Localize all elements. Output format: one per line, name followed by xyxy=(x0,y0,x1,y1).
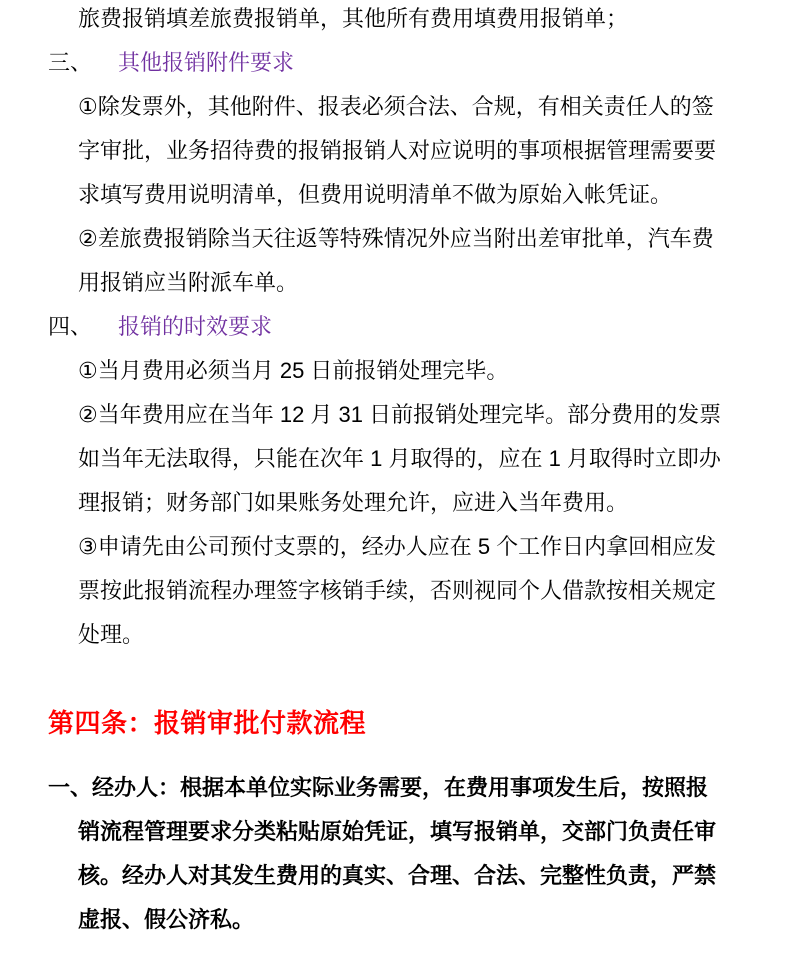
continued-text-line: 旅费报销填差旅费报销单，其他所有费用填费用报销单； xyxy=(78,6,629,31)
section-four-number: 四、 xyxy=(48,314,93,339)
section-four-item3-line2: 票按此报销流程办理签字核销手续，否则视同个人借款按相关规定 xyxy=(78,578,717,603)
article-four-heading: 第四条：报销审批付款流程 xyxy=(48,708,367,738)
section-heading-three xyxy=(48,41,294,85)
article-four-clause1-line4: 虚报、假公济私。 xyxy=(78,907,255,932)
section-four-item2-line2: 如当年无法取得，只能在次年 1 月取得的，应在 1 月取得时立即办 xyxy=(78,446,721,471)
section-three-item1-line1: ①除发票外，其他附件、报表必须合法、合规，有相关责任人的签 xyxy=(78,94,714,119)
article-four-clause1-line2: 销流程管理要求分类粘贴原始凭证，填写报销单，交部门负责任审 xyxy=(78,819,717,844)
section-three-title: 其他报销附件要求 xyxy=(118,50,295,75)
section-four-item3-line3: 处理。 xyxy=(78,622,145,647)
section-three-item2-line1: ②差旅费报销除当天往返等特殊情况外应当附出差审批单，汽车费 xyxy=(78,226,714,251)
article-four-clause1-line1: 一、经办人：根据本单位实际业务需要，在费用事项发生后，按照报 xyxy=(48,775,709,800)
section-four-item2-line1: ②当年费用应在当年 12 月 31 日前报销处理完毕。部分费用的发票 xyxy=(78,402,722,427)
article-four-clause1-line3: 核。经办人对其发生费用的真实、合理、合法、完整性负责，严禁 xyxy=(78,863,717,888)
section-heading-four xyxy=(48,305,272,349)
section-four-title: 报销的时效要求 xyxy=(118,314,273,339)
section-four-item2-line3: 理报销；财务部门如果账务处理允许，应进入当年费用。 xyxy=(78,490,629,515)
section-three-number: 三、 xyxy=(48,50,93,75)
section-four-item1-line1: ①当月费用必须当月 25 日前报销处理完毕。 xyxy=(78,358,509,383)
section-four-item3-line1: ③申请先由公司预付支票的，经办人应在 5 个工作日内拿回相应发 xyxy=(78,534,717,559)
section-three-item1-line2: 字审批，业务招待费的报销报销人对应说明的事项根据管理需要要 xyxy=(78,138,717,163)
section-three-item2-line2: 用报销应当附派车单。 xyxy=(78,270,299,295)
section-three-item1-line3: 求填写费用说明清单，但费用说明清单不做为原始入帐凭证。 xyxy=(78,182,673,207)
